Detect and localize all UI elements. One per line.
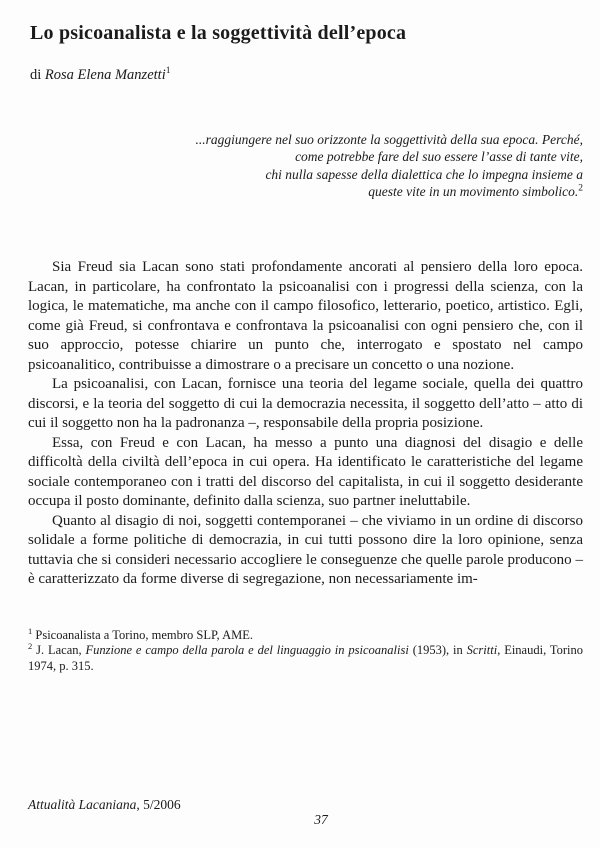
journal-issue: , 5/2006 [136,797,181,812]
footnote-reference-2: 2 [578,183,583,194]
footnote-reference-1: 1 [165,66,171,77]
epigraph-line: chi nulla sapesse della dialettica che lo impegna insieme a [265,166,583,182]
footnote-2-prefix: J. Lacan, [36,643,86,658]
footnotes-block [28,625,583,675]
body-paragraph: Sia Freud sia Lacan sono stati profondamente ancorati al pensiero della loro epoca. Lacan, in particolare, ha confrontato la psicoanalisi con i progressi della scienza, con la logica, le matematiche, ma anche con il campo filosofico, letterario, poetico, artistico. Egli, come già Freud, si confrontava e confrontava la psicoanalisi con ogni pensiero che, con il suo approccio, potesse chiarire un punto che, interrogato e spostato nel campo psicoanalitico, contribuisse a dimostrare o a precisare un concetto o una nozione. [28,259,583,373]
page-content [0,22,600,674]
footnote-1-marker: 1 [28,625,33,636]
page-number: 37 [314,812,328,827]
epigraph-quote [28,131,583,200]
byline-prefix: di [30,67,45,83]
footnote-2 [28,643,583,674]
epigraph-line-text: queste vite in un movimento simbolico. [368,183,579,199]
journal-footer [28,797,181,813]
article-title: Lo psicoanalista e la soggettività dell’epoca [30,22,407,44]
body-paragraph: Quanto al disagio di noi, soggetti contemporanei – che viviamo in un ordine di discorso solidale a forme politiche di democrazia, in cui tutti possono dire la loro opinione, senza tuttavia che si consideri necessario accogliere le conseguenze che quelle parole producono – è caratterizzato da forme diverse di segregazione, non necessariamente im- [28,512,583,588]
journal-name: Attualità Lacaniana [28,797,137,812]
cited-work-title: Funzione e campo della parola e del linguaggio in psicoanalisi [85,643,409,658]
epigraph-line: come potrebbe fare del suo essere l’asse di tante vite, [295,149,583,165]
epigraph-last-line [28,183,583,200]
author-name: Rosa Elena Manzetti [44,67,166,83]
body-paragraph: La psicoanalisi, con Lacan, fornisce una teoria del legame sociale, quella dei quattro discorsi, e la teoria del soggetto di cui la democrazia necessita, il soggetto dell’atto – atto di cui il soggetto non ha la padronanza –, responsabile della propria posizione. [28,376,583,432]
byline [30,67,583,84]
footnote-2-suffix: , Einaudi, Torino 1974, p. 315. [28,643,583,673]
footnote-2-marker: 2 [28,641,33,652]
epigraph-line: ...raggiungere nel suo orizzonte la soggettività della sua epoca. Perché, [195,132,583,147]
footnote-1-text: Psicoanalista a Torino, membro SLP, AME. [35,627,254,642]
footnote-1 [28,625,583,644]
footnote-2-middle: (1953), in [408,643,467,658]
body-paragraph: Essa, con Freud e con Lacan, ha messo a punto una diagnosi del disagio e delle difficoltà della civiltà dell’epoca in cui opera. Ha identificato le caratteristiche del legame sociale contemporaneo con i tratti del discorso del capitalista, in cui il soggetto desiderante occupa il posto dominante, definito dalla scienza, suo partner ineluttabile. [28,434,583,510]
cited-collection-title: Scritti [466,643,498,658]
article-body [28,258,583,590]
